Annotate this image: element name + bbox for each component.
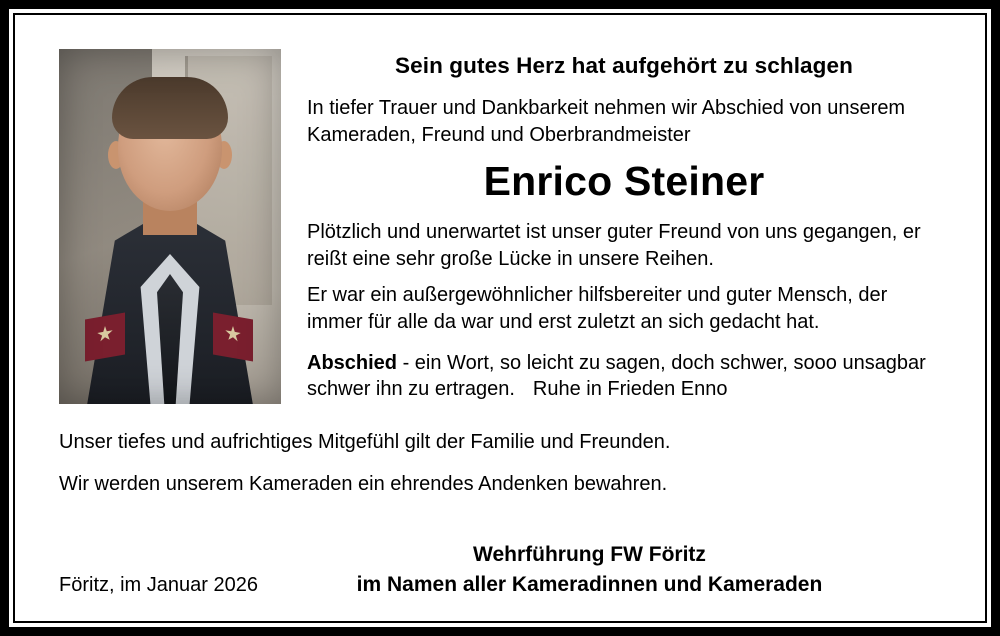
paragraph-1: Plötzlich und unerwartet ist unser guter Freund von uns gegangen, er reißt eine sehr große Lücke in unsere Reihen. (307, 221, 921, 270)
notice-inner-frame (13, 13, 987, 623)
deceased-name: Enrico Steiner (483, 158, 765, 205)
place-and-date: Föritz, im Januar 2026 (59, 574, 258, 596)
paragraph-2: Er war ein außergewöhnlicher hilfsbereiter und guter Mensch, der immer für alle da war und erst zuletzt an sich gedacht hat. (307, 284, 888, 333)
text-column (307, 49, 941, 413)
remembrance-paragraph: Wir werden unserem Kameraden ein ehrendes Andenken bewahren. (59, 473, 668, 496)
portrait-photo (59, 49, 281, 404)
footer (59, 540, 941, 599)
signature-block (258, 540, 941, 599)
top-block (59, 49, 941, 413)
farewell-paragraph (307, 350, 941, 403)
farewell-lead: Abschied (307, 351, 398, 374)
signature-line-2: im Namen aller Kameradinnen und Kameraden (356, 572, 823, 596)
signature-line-1: Wehrführung FW Föritz (473, 543, 706, 567)
intro-paragraph: In tiefer Trauer und Dankbarkeit nehmen wir Abschied von unserem Kameraden, Freund und Oberbrandmeister (307, 97, 906, 146)
farewell-rest: - ein Wort, so leicht zu sagen, doch schwer, sooo unsagbar schwer ihn zu ertragen. (307, 351, 926, 401)
condolence-paragraph: Unser tiefes und aufrichtiges Mitgefühl gilt der Familie und Freunden. (59, 430, 671, 453)
headline: Sein gutes Herz hat aufgehört zu schlagen (395, 53, 853, 78)
lower-block (59, 429, 941, 498)
photo-vignette (59, 49, 281, 404)
farewell-tail: Ruhe in Frieden Enno (532, 378, 728, 401)
